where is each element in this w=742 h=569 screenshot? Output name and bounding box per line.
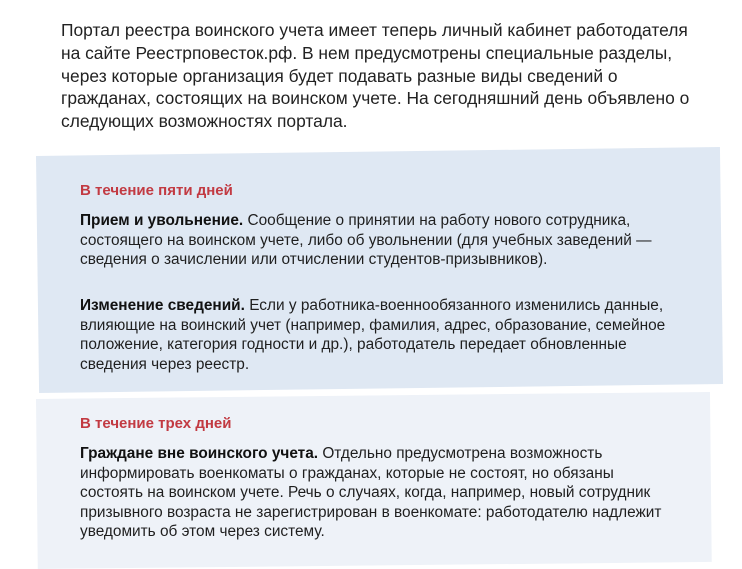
- section-title-five-days: В течение пяти дней: [80, 182, 233, 199]
- item-heading: Граждане вне воинского учета.: [80, 445, 319, 462]
- item-heading: Прием и увольнение.: [80, 212, 244, 229]
- section-title-three-days: В течение трех дней: [80, 415, 232, 432]
- item-text: Сообщение о принятии на работу нового сотрудника, состоящего на воинском учете, либо об увольнении (для учебных заведений — сведения о зачислении или отчислении студентов-призывников).: [80, 212, 652, 269]
- item-data-change: [80, 296, 680, 374]
- intro-paragraph: Портал реестра воинского учета имеет теперь личный кабинет работодателя на сайте Реестрповесток.рф. В нем предусмотрены специальные разделы, через которые организация будет подавать разные виды сведений о гражданах, состоящих на воинском учете. На сегодняшний день объявлено о следующих возможностях портала.: [61, 20, 690, 132]
- item-heading: Изменение сведений.: [80, 297, 245, 314]
- item-text: Если у работника-военнообязанного изменились данные, влияющие на воинский учет (например, фамилия, адрес, образование, семейное положение, категория годности и др.), работодатель передает обновленные сведения через реестр.: [80, 297, 666, 373]
- item-citizens-outside-registry: [80, 444, 680, 542]
- item-text: Отдельно предусмотрена возможность информировать военкоматы о гражданах, которые не состоят, но обязаны состоять на воинском учете. Речь о случаях, когда, например, новый сотрудник призывного возраста не зарегистрирован в военкомате: работодателю надлежит уведомить об этом через систему.: [80, 445, 662, 541]
- item-hiring-dismissal: [80, 211, 680, 270]
